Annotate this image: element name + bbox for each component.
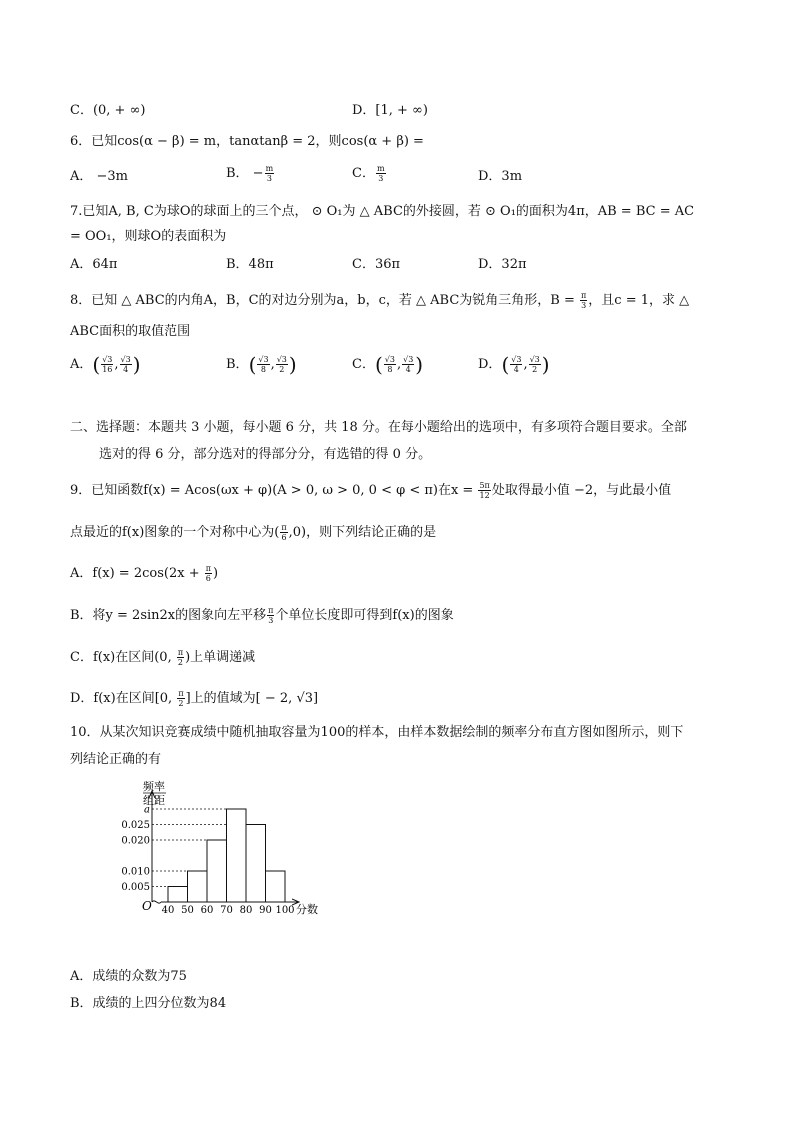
q8-stem-line1: 8．已知 △ ABC的内角A，B，C的对边分别为a，b，c，若 △ ABC为锐角三角形，B = $\frac{\pi}{3}$ ，且c = 1，求 △ [70,291,690,310]
q6-option-a: A． −3m [70,169,129,184]
section2-heading-line1: 二、选择题：本题共 3 小题，每小题 6 分，共 18 分。在每小题给出的选项中，有多项符合题目要求。全部 [70,420,687,435]
x-axis-break [152,901,161,903]
x-tick-label: 80 [239,905,253,916]
q9-stem-line1: 9．已知函数f(x) = Acos(ωx + φ)(A > 0, ω > 0, 0 < φ < π)在x = $\frac{5\pi}{12}$ 处取得最小值 −2，与此最小值 [70,481,672,500]
histogram-bar [266,871,286,902]
x-tick-label: 100 [275,905,295,916]
q10-stem-line1: 10．从某次知识竞赛成绩中随机抽取容量为100的样本，由样本数据绘制的频率分布直方图如图所示，则下 [70,725,684,740]
q7-option-d: D．32π [478,257,527,272]
q8-option-a: A．( $\frac{√3}{16}$ , $\frac{√3}{4}$ ) [70,352,141,377]
q9-stem-line2: 点最近的f(x)图象的一个对称中心为( $\frac{\pi}{6}$ ,0)，则下列结论正确的是 [70,523,437,542]
histogram-bar [246,825,266,903]
q6-c-fraction: $\frac{m}{3}$ [376,164,385,183]
histogram-bar [227,809,247,902]
q6-stem: 6．已知cos(α − β) = m，tanαtanβ = 2，则cos(α + β) = [70,134,424,149]
section2-heading-line2: 选对的得 6 分，部分选对的得部分分，有选错的得 0 分。 [99,447,432,462]
q8-option-d: D．( $\frac{√3}{4}$ , $\frac{√3}{2}$ ) [478,352,550,377]
q9-option-b: B．将y = 2sin2x的图象向左平移 $\frac{\pi}{3}$ 个单位长度即可得到f(x)的图象 [70,606,454,625]
q7-option-c: C．36π [352,257,401,272]
q8-b-fraction: $\frac{\pi}{3}$ [581,291,587,310]
q10-stem-line2: 列结论正确的有 [70,752,162,767]
x-axis-label: 分数 [296,903,318,916]
q8-option-c: C．( $\frac{√3}{8}$ , $\frac{√3}{4}$ ) [352,352,424,377]
histogram-bar [168,887,188,903]
y-tick-label: a [144,804,150,816]
x-tick-label: 50 [181,905,194,916]
q8-stem-line2: ABC面积的取值范围 [70,324,191,339]
q9-option-d: D．f(x)在区间[0, $\frac{\pi}{2}$ ]上的值域为[ − 2, √3] [70,689,319,708]
x-tick-label: 70 [220,905,233,916]
y-tick-label: 0.025 [121,820,150,831]
y-axis-label-top: 频率 [143,780,165,793]
frequency-histogram [121,778,330,918]
y-axis-label-bottom: 组距 [143,794,165,807]
q6-b-fraction: $\frac{m}{3}$ [265,164,274,183]
q5-option-d: D．[1, + ∞) [352,103,428,118]
histogram-bar [207,840,227,902]
q9-option-c: C．f(x)在区间(0, $\frac{\pi}{2}$ )上单调递减 [70,648,256,667]
q9-option-a: A．f(x) = 2cos(2x + $\frac{\pi}{6}$ ) [70,564,219,583]
q8-option-b: B．( $\frac{√3}{8}$ , $\frac{√3}{2}$ ) [226,352,297,377]
histogram-bar [188,871,208,902]
q6-option-c: C． $\frac{m}{3}$ [352,164,385,183]
q6-option-b: B． − $\frac{m}{3}$ [226,164,274,183]
q7-stem-line2: = OO₁，则球O的表面积为 [70,229,227,244]
q10-option-a: A．成绩的众数为75 [70,969,187,984]
y-tick-label: 0.005 [121,882,150,893]
x-tick-label: 60 [200,905,214,916]
x-tick-label: 90 [259,905,272,916]
q7-option-b: B．48π [226,257,274,272]
origin-label: O [142,899,152,913]
q7-option-a: A．64π [70,257,118,272]
q5-option-c: C．(0, + ∞) [70,103,146,118]
x-tick-label: 40 [161,905,175,916]
y-tick-label: 0.010 [121,866,150,878]
q6-option-d: D．3m [478,169,523,184]
y-tick-label: 0.020 [121,835,150,847]
q10-option-b: B．成绩的上四分位数为84 [70,996,227,1011]
q7-stem-line1: 7.已知A, B, C为球O的球面上的三个点， ⊙ O₁为 △ ABC的外接圆，若 ⊙ O₁的面积为4π，AB = BC = AC [70,204,695,219]
